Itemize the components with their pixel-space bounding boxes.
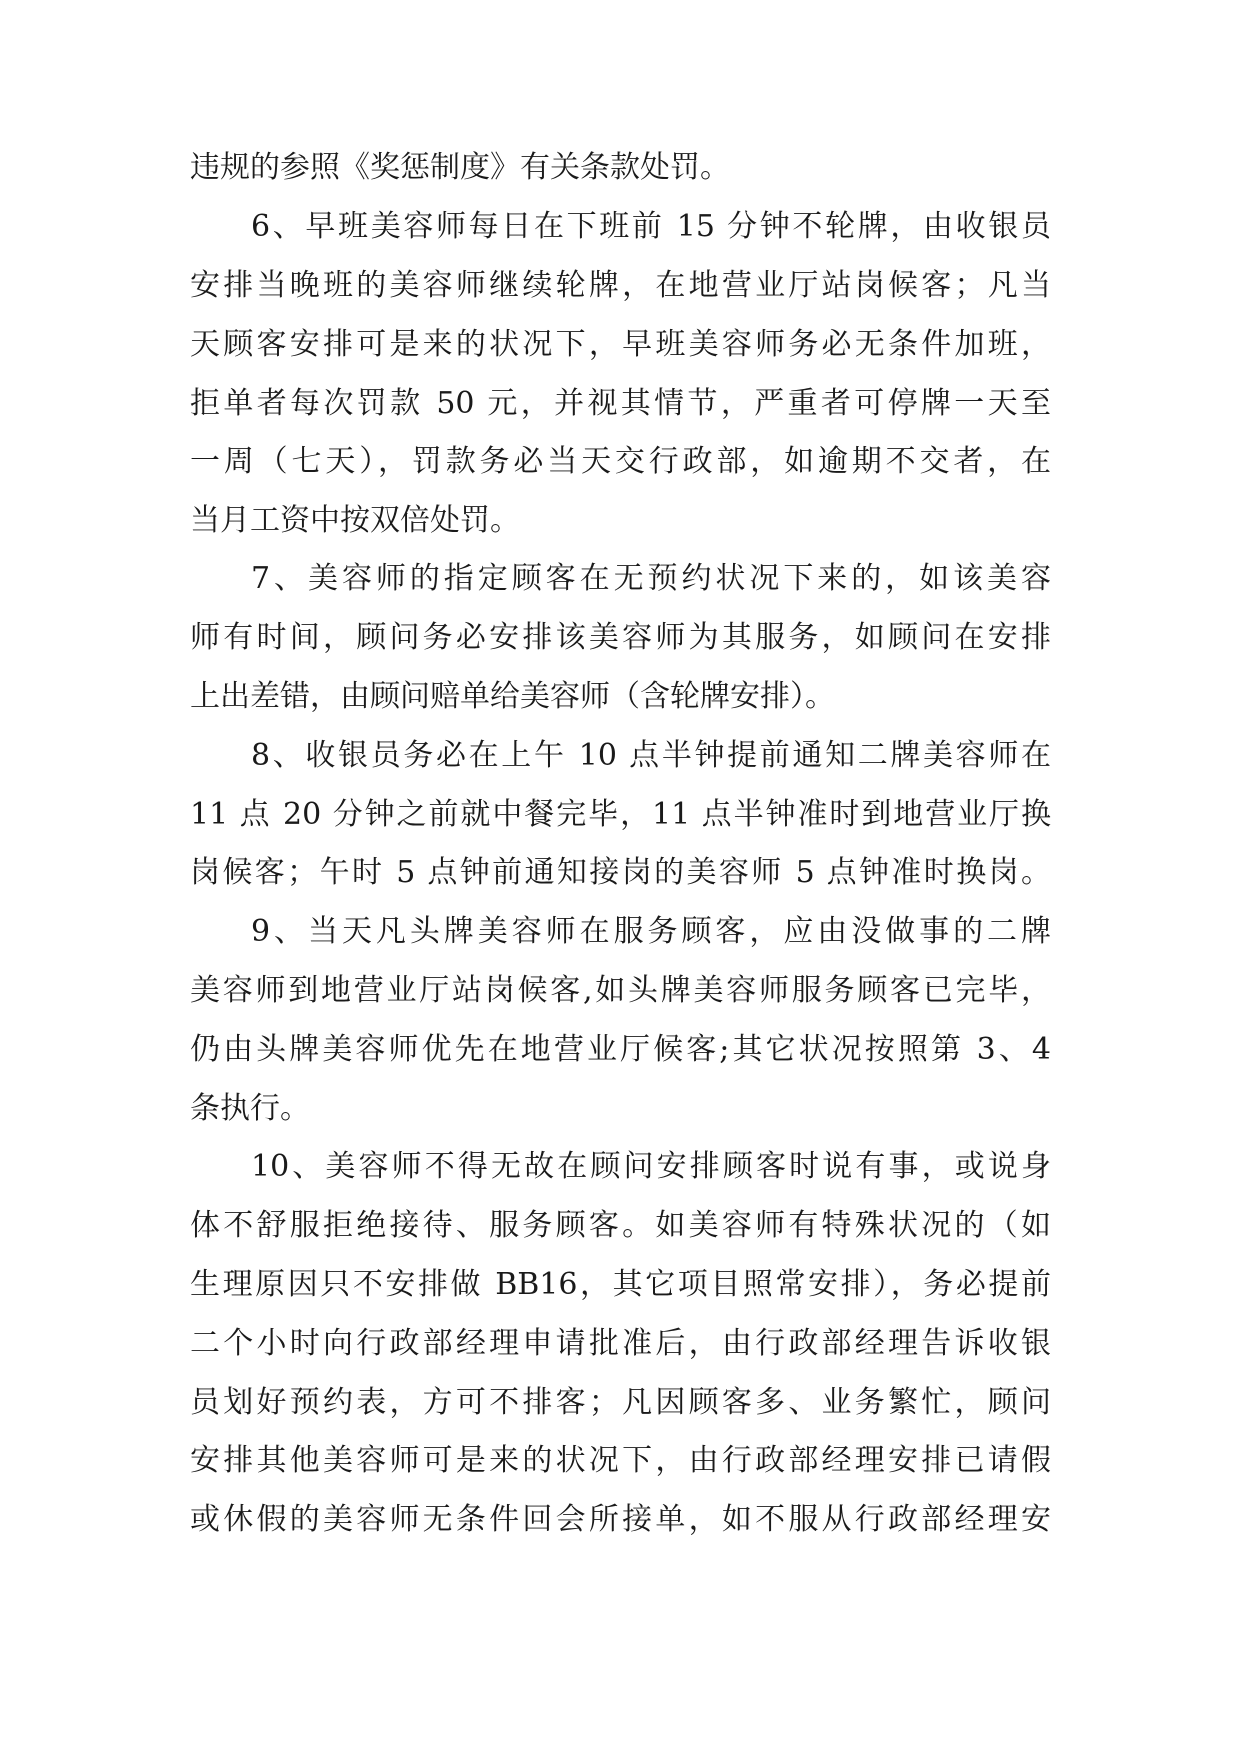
text-line: 生理原因只不安排做 BB16，其它项目照常安排），务必提前 [190,1267,1051,1302]
text-line: 违规的参照《奖惩制度》有关条款处罚。 [190,150,730,185]
text-line: 8、收银员务必在上午 10 点半钟提前通知二牌美容师在 [251,738,1051,773]
text-line: 上出差错，由顾问赔单给美容师（含轮牌安排）。 [190,679,835,714]
text-line: 10、美容师不得无故在顾问安排顾客时说有事，或说身 [251,1149,1051,1184]
text-line: 7、美容师的指定顾客在无预约状况下来的，如该美容 [251,561,1051,596]
text-line: 当月工资中按双倍处罚。 [190,503,520,538]
text-line: 仍由头牌美容师优先在地营业厅候客;其它状况按照第 3、4 [190,1032,1051,1067]
text-line: 拒单者每次罚款 50 元，并视其情节，严重者可停牌一天至 [190,386,1051,421]
text-line: 天顾客安排可是来的状况下，早班美容师务必无条件加班， [190,327,1051,362]
text-line: 安排当晚班的美容师继续轮牌，在地营业厅站岗候客；凡当 [190,268,1051,303]
text-line: 岗候客；午时 5 点钟前通知接岗的美容师 5 点钟准时换岗。 [190,855,1051,890]
text-line: 6、早班美容师每日在下班前 15 分钟不轮牌，由收银员 [251,209,1051,244]
text-line: 11 点 20 分钟之前就中餐完毕，11 点半钟准时到地营业厅换 [190,797,1051,832]
text-line: 一周（七天），罚款务必当天交行政部，如逾期不交者，在 [190,444,1051,479]
text-line: 9、当天凡头牌美容师在服务顾客，应由没做事的二牌 [251,914,1051,949]
text-line: 员划好预约表，方可不排客；凡因顾客多、业务繁忙，顾问 [190,1385,1051,1420]
text-line: 体不舒服拒绝接待、服务顾客。如美容师有特殊状况的（如 [190,1208,1051,1243]
text-line: 安排其他美容师可是来的状况下，由行政部经理安排已请假 [190,1443,1051,1478]
text-line: 条执行。 [190,1091,310,1126]
text-line: 二个小时向行政部经理申请批准后，由行政部经理告诉收银 [190,1326,1051,1361]
text-line: 美容师到地营业厅站岗候客,如头牌美容师服务顾客已完毕， [190,973,1051,1008]
text-line: 或休假的美容师无条件回会所接单，如不服从行政部经理安 [190,1502,1051,1537]
text-line: 师有时间，顾问务必安排该美容师为其服务，如顾问在安排 [190,620,1051,655]
